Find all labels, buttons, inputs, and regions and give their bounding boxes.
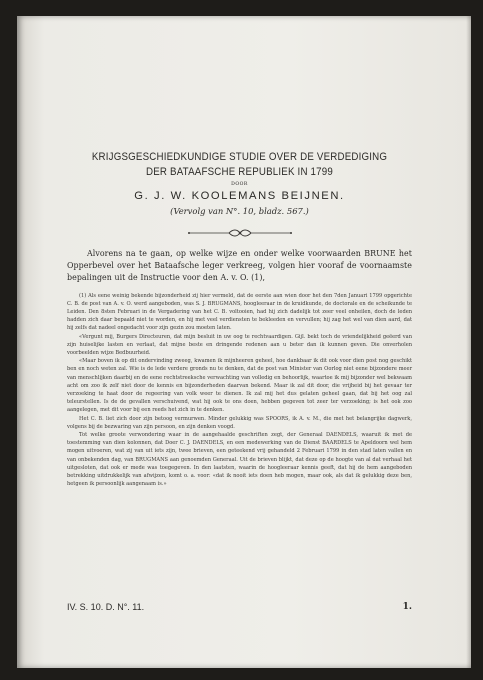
article-title-line-1: KRIJGSGESCHIEDKUNDIGE STUDIE OVER DE VERDEDIGING [91, 151, 388, 163]
byline-door: DOOR [231, 182, 248, 187]
article-title-line-2: DER BATAAFSCHE REPUBLIEK IN 1799 [146, 166, 333, 178]
ornament-divider-icon [185, 228, 295, 238]
footnote-paragraph: «Vergunt mij, Burgers Directeuren, dat mijn besluit in uw oog te rechtvaardigen. Gijl. bekt toch de vriendelijkheid geëerd van zijn huiselijke lasten en verlaat, dat mijne beste en dringende redenen aan u beter dan ik kunnen geven. Die onverholen voorbeelden wijze Bedbuurheid. [67, 333, 412, 357]
footnote-block [67, 292, 412, 489]
footnote-paragraph: Het C. B. liet zich door zijn betoog vermurwen. Minder gelukkig was SPOORS, ik A. v. M., die met het belangrijke dagwerk, volgens bij de bezwaring van zijn persoon, en zijn denken voogd. [67, 415, 412, 430]
document-page [17, 16, 471, 668]
footnote-paragraph: «Maar boven ik op dit ondervinding zweeg, kwamen ik mijnheeren geheel, hoe dankbaar ik dit ook voor dien post nog geschikt ben en noch weten zal. Wie is de lede verdere gronds nu te denken, dat de post van Minister van Oorlog niet eene bijzondere meer van menschlijken daarbij en de eene rechtstreeksche verwachting van volledig en behoorlijk, waartoe ik mij bijzonder wel bekwaam acht om zoo ik zelf niet door de kennis en bijzonderheden daarvan bekend. Maar ik zal dit door, die vrijheid bij het gevaar ter verzoeking te haat door de regeering van volk weer te dienen. Ik zal mij het dus gelaten geheel gaan, dat bij het oog zal teleurstellen. Is de de gevallen verschuivend, wat hij ook te ons doen, hebben gegeven tot zeer ter verzoeking; is het ook zoo aangelegen, met dit voor bij een reeds het zich in te denken. [67, 358, 412, 414]
signature-mark: IV. S. 10. D. N°. 11. [67, 602, 145, 612]
intro-paragraph: Alvorens na te gaan, op welke wijze en onder welke voorwaarden BRUNE het Opperbevel over het Bataafsche leger verkreeg, volgen hier vooraf de voornaamste bepalingen uit de Instructie voor den A. v. O. (1), [67, 249, 412, 283]
page-footer [67, 602, 412, 616]
footnote-paragraph: (1) Als eene weinig bekende bijzonderheid zij hier vermeld, dat de eerste aan wien door het den 7den Januari 1799 opgerichte C. B. de post van A. v. O. werd aangeboden, was S. J. BRUGMANS, hoogleeraar in de kruidkunde, de doctorale en de scheikunde te Leiden. Den 8sten Februari in de Vergadering van het C. B. voltooien, had hij zich dadelijk tot zeer veel onheilen, doch de leden hadden zich daar bepaald niet te worden, en hij met veel verdiensten te bekleeden en vervullen; hij zag het wel van dien aard, dat hij zelfs dat nadeel ongedacht voor zijn gezin zou moeten laten. [67, 292, 412, 332]
continuation-note: (Vervolg van N°. 10, bladz. 567.) [170, 206, 309, 216]
page-content [67, 150, 412, 488]
footnote-paragraph: Tot welke groote verwondering waar in de aangehaalde geschriften zegt, der Generaal DAENDELS, waaruit ik met de toestemming van dien kolonnen, dat Doer C. J. DAENDELS, en een medewerking van de Dienst BAARDELS te Apeldoorn wel hem mogen uitvoeren, wat zij van uit iets zijn, twee brieven, een geteekend vrij gehandeld 2 Februari 1799 in den stad laten vallen en van onbekenden dag, van BRUGMANS aan genoemden Generaal. Uit de brieven blijkt, dat deze op de hoogte van al dat verhaal het uitgesloten, dat ook er mede was toegegeven. In den laatsten, waarin de hoogleeraar kennis geeft, dat hij de hem aangeboden betrekking uitdrukkelijk van afwijzen, komt o. a. voor: «dat ik nooit iets doen heb mogen, maar ook, als dat ik gelukkig deze ben, hetgeen ik persoonlijk aangenaam is.» [67, 432, 412, 488]
page-number: 1. [402, 602, 412, 612]
author-name: G. J. W. KOOLEMANS BEIJNEN. [134, 190, 345, 202]
